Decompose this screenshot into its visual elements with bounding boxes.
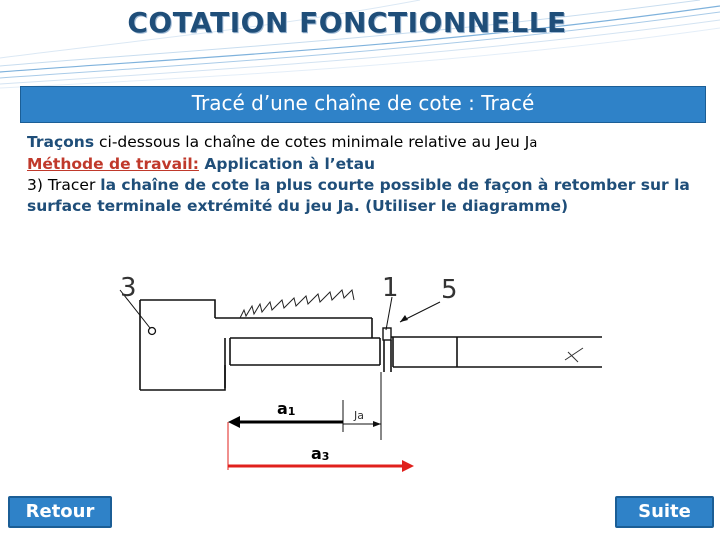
part3-label: 3: [120, 273, 137, 303]
part1-label: 1: [382, 273, 399, 303]
method-text: Application à l’etau: [198, 155, 376, 173]
part5-label: 5: [441, 275, 458, 305]
a3-label: a3: [311, 444, 330, 463]
a1-label: a1: [277, 399, 296, 418]
banner-title: Tracé d’une chaîne de cote : Tracé: [191, 91, 535, 115]
jeu-label: Ja: [354, 409, 364, 422]
instruction-line-1-text: ci-dessous la chaîne de cotes minimale relative au Jeu J: [94, 133, 530, 151]
method-label: Méthode de travail:: [27, 155, 199, 173]
step-3-text: la chaîne de cote la plus courte possible de façon à retomber sur la surface terminale extrémité du jeu Ja. (Utiliser le diagramme): [27, 176, 690, 215]
step-3-prefix: 3) Tracer: [27, 176, 101, 194]
instruction-subscript: a: [529, 136, 538, 151]
part3-outline: [140, 300, 225, 390]
next-button[interactable]: Suite: [615, 496, 714, 528]
page-title: COTATION FONCTIONNELLE: [127, 6, 567, 39]
back-button[interactable]: Retour: [8, 496, 112, 528]
thread-marks: [240, 290, 354, 318]
pin-circle: [149, 328, 156, 335]
instruction-verb: Traçons: [27, 133, 95, 151]
